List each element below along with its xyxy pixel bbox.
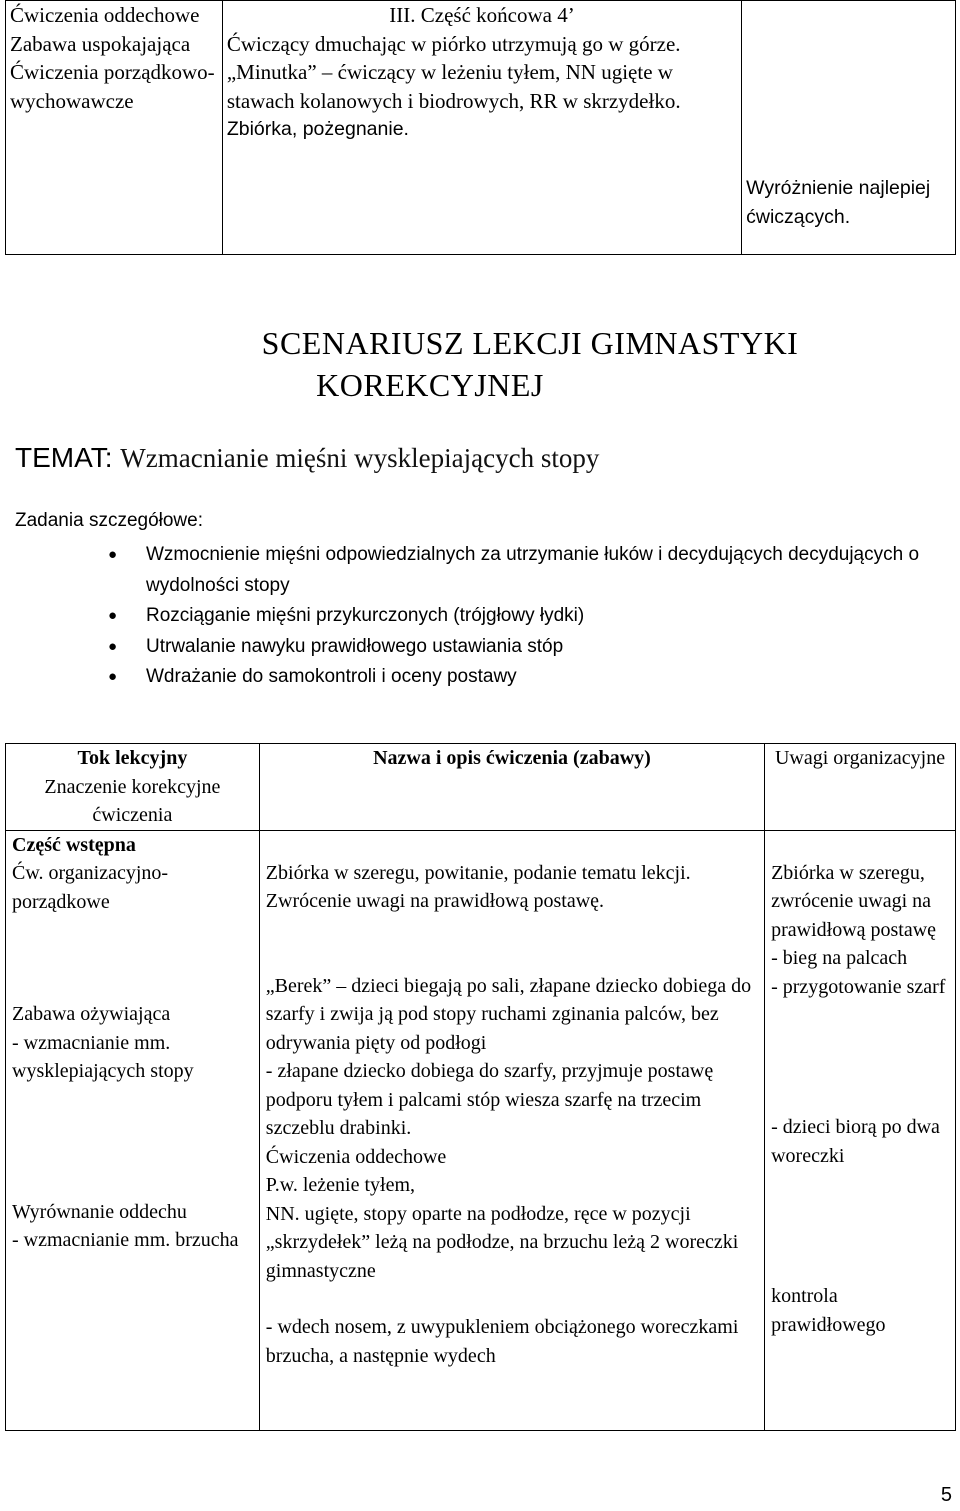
exercise-text: NN. ugięte, stopy oparte na podłodze, ręce w pozycji „skrzydełek” leżą na podłodze, na brzuchu leżą 2 woreczki gimnastyczne (265, 1202, 739, 1282)
course-step: Zabawa ożywiająca (12, 1003, 171, 1025)
bullet-icon: ● (108, 607, 118, 624)
remark-text: kontrola prawidłowego (771, 1285, 886, 1336)
bullet-icon: ● (108, 637, 118, 655)
header-remarks: Uwagi organizacyjne (765, 744, 956, 831)
exercise-text: - wdech nosem, z uwypukleniem obciążonego woreczkami brzucha, a następnie wydech (265, 1316, 739, 1367)
tasks-heading: Zadania szczegółowe: (15, 510, 203, 531)
topic-line (15, 440, 599, 476)
document-title (0, 322, 960, 406)
exercise-types-cell (6, 1, 223, 255)
course-step: Wyrównanie oddechu (12, 1200, 187, 1223)
section-label: Część wstępna (12, 833, 136, 856)
remark-text: Zbiórka w szeregu, zwrócenie uwagi na prawidłową postawę (771, 861, 937, 941)
remarks-cell (742, 1, 956, 255)
description-line: „Minutka” – ćwiczący w leżeniu tyłem, NN ugięte w stawach kolanowych i biodrowych, RR w skrzydełko. (226, 60, 681, 113)
task-text: Wzmocnienie mięśni odpowiedzialnych za utrzymanie łuków i decydujących decydujących o wydolności stopy (146, 544, 920, 596)
course-step: - wzmacnianie mm. brzucha (12, 1229, 239, 1251)
exercise-text: „Berek” – dzieci biegają po sali, złapane dziecko dobiega do szarfy i zwija ją pod stopy ruchami zginania palców, bez odrywania pięty od podłogi (265, 974, 752, 1054)
task-item (108, 662, 956, 693)
task-item (108, 601, 956, 632)
task-item (108, 540, 956, 601)
exercise-type: Zabawa uspokajająca (10, 31, 191, 56)
remark-text: Wyróżnienie najlepiej ćwiczących. (746, 177, 931, 228)
exercise-text: - złapane dziecko dobiega do szarfy, przyjmuje postawę podporu tyłem i palcami stóp wiesza szarfę na trzecim szczeblu drabinki. (265, 1060, 714, 1139)
course-step: Ćw. organizacyjno-porządkowe (12, 862, 169, 913)
title-line-2: KOREKCYJNEJ (316, 367, 544, 403)
description-line: Zbiórka, pożegnanie. (226, 118, 409, 140)
task-item (108, 632, 956, 663)
page-number: 5 (940, 1484, 952, 1506)
title-line-1: SCENARIUSZ LEKCJI GIMNASTYKI (261, 325, 799, 361)
bullet-icon: ● (108, 546, 118, 563)
header-course (6, 744, 260, 831)
remarks-cell (765, 830, 956, 1431)
header-course-subtitle: Znaczenie korekcyjne ćwiczenia (44, 775, 221, 826)
lesson-plan-table (5, 743, 956, 1431)
exercise-cell (259, 830, 764, 1431)
course-step: - wzmacnianie mm. wysklepiających stopy (12, 1031, 194, 1082)
header-exercise: Nazwa i opis ćwiczenia (zabawy) (259, 744, 764, 831)
exercise-text: Zbiórka w szeregu, powitanie, podanie tematu lekcji. Zwrócenie uwagi na prawidłową postawę. (265, 861, 691, 912)
task-text: Utrwalanie nawyku prawidłowego ustawiania stóp (146, 635, 564, 657)
bullet-icon: ● (108, 668, 118, 685)
task-text: Rozciąganie mięśni przykurczonych (trójgłowy łydki) (146, 605, 585, 626)
remark-text: - przygotowanie szarf (771, 975, 946, 998)
closing-part-table (5, 0, 956, 255)
remark-text: - bieg na palcach (771, 947, 908, 969)
exercise-description-cell (222, 1, 741, 255)
exercise-type: Ćwiczenia porządkowo-wychowawcze (10, 60, 215, 113)
exercise-type: Ćwiczenia oddechowe (10, 3, 200, 27)
topic-text: Wzmacnianie mięśni wysklepiających stopy (120, 443, 600, 473)
exercise-text: Ćwiczenia oddechowe (265, 1145, 447, 1168)
exercise-text: P.w. leżenie tyłem, (265, 1174, 416, 1196)
tasks-list (108, 540, 956, 693)
header-course-title: Tok lekcyjny (77, 747, 188, 769)
topic-label: TEMAT: (15, 442, 113, 473)
section-heading: III. Część końcowa 4’ (389, 3, 575, 27)
remark-text: - dzieci biorą po dwa woreczki (771, 1116, 940, 1167)
description-line: Ćwiczący dmuchając w piórko utrzymują go w górze. (226, 31, 681, 56)
course-cell (6, 830, 260, 1431)
task-text: Wdrażanie do samokontroli i oceny postawy (146, 666, 517, 687)
